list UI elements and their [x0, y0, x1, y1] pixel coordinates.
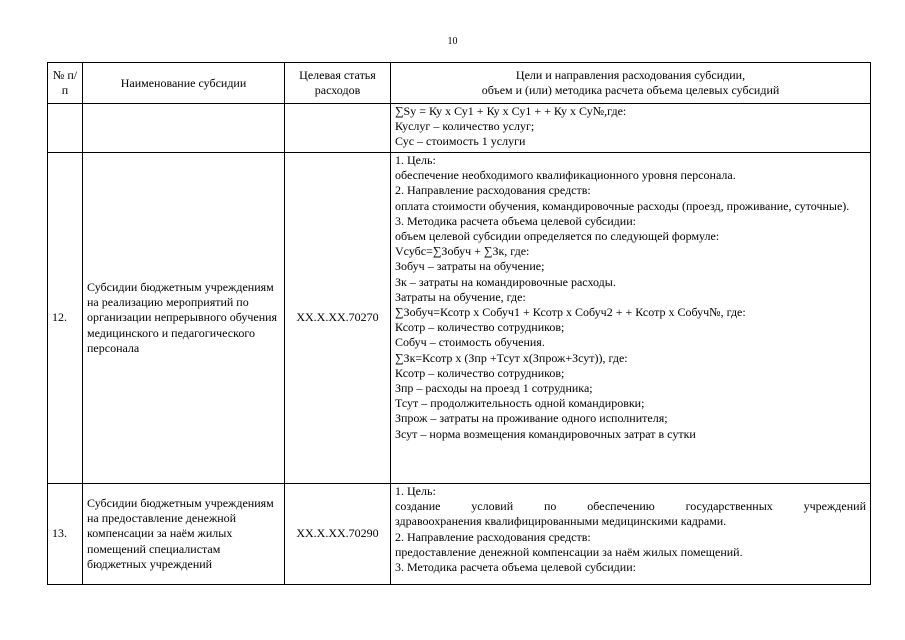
- header-desc: [391, 63, 871, 104]
- header-name: Наименование субсидии: [83, 63, 285, 104]
- header-code: Целевая статья расходов: [285, 63, 391, 104]
- desc-line: ∑Зобуч=Ксотр х Собуч1 + Ксотр х Собуч2 + + Ксотр х Собуч№, где:: [395, 305, 746, 320]
- cell-num: [48, 104, 83, 153]
- desc-line: Зпрож – затраты на проживание одного исполнителя;: [395, 411, 668, 426]
- desc-line: Зк – затраты на командировочные расходы.: [395, 274, 616, 289]
- cell-desc: [391, 484, 871, 585]
- cell-name: Субсидии бюджетным учреждениям на реализацию мероприятий по организации непрерывного обучения медицинского и педагогического персонала: [83, 153, 285, 484]
- header-desc-line: Цели и направления расходования субсидии,: [515, 68, 746, 82]
- cell-name: Субсидии бюджетным учреждениям на предоставление денежной компенсации за наём жилых помещений специалистам бюджетных учреждений: [83, 484, 285, 585]
- cell-desc: [391, 104, 871, 153]
- header-desc-line: объем и (или) методика расчета объема целевых субсидий: [481, 83, 780, 97]
- desc-line: ∑Зк=Ксотр х (Зпр +Тсут х(Зпрож+Зсут)), где:: [395, 350, 628, 365]
- desc-line: 1. Цель:: [395, 153, 436, 167]
- desc-line: здравоохранения квалифицированными медицинскими кадрами.: [395, 514, 727, 529]
- desc-line: 1. Цель:: [395, 484, 436, 498]
- cell-name: [83, 104, 285, 153]
- page-number: 10: [447, 36, 458, 47]
- desc-line: Куслуг – количество услуг;: [395, 119, 535, 134]
- cell-num: 12.: [48, 153, 83, 484]
- desc-line: Зсут – норма возмещения командировочных затрат в сутки: [395, 426, 696, 441]
- desc-line: Ксотр – количество сотрудников;: [395, 365, 565, 380]
- desc-line: Зобуч – затраты на обучение;: [395, 259, 545, 274]
- table-row: [48, 153, 871, 484]
- desc-line: создание условий по обеспечению государственных учреждений: [395, 499, 866, 514]
- cell-code: ХХ.Х.ХХ.70290: [285, 484, 391, 585]
- desc-line: оплата стоимости обучения, командировочные расходы (проезд, проживание, суточные).: [395, 198, 850, 213]
- header-num: № п/п: [48, 63, 83, 104]
- cell-code: ХХ.Х.ХХ.70270: [285, 153, 391, 484]
- desc-line: Собуч – стоимость обучения.: [395, 335, 545, 350]
- desc-line: ∑Sy = Ку х Су1 + Ку х Су1 + + Ку х Су№,где:: [395, 104, 627, 118]
- desc-line: Сус – стоимость 1 услуги: [395, 134, 526, 149]
- cell-code: [285, 104, 391, 153]
- desc-line: объем целевой субсидии определяется по следующей формуле:: [395, 229, 720, 244]
- desc-line: 2. Направление расходования средств:: [395, 529, 591, 544]
- cell-desc: [391, 153, 871, 484]
- desc-line: 2. Направление расходования средств:: [395, 183, 591, 198]
- desc-line: Ксотр – количество сотрудников;: [395, 320, 565, 335]
- desc-line: 3. Методика расчета объема целевой субсидии:: [395, 213, 636, 228]
- desc-line: обеспечение необходимого квалификационного уровня персонала.: [395, 168, 736, 183]
- desc-line: Зпр – расходы на проезд 1 сотрудника;: [395, 381, 593, 396]
- desc-line: Vсубс=∑Зобуч + ∑Зк, где:: [395, 244, 530, 259]
- desc-line: 3. Методика расчета объема целевой субсидии:: [395, 560, 636, 575]
- cell-num: 13.: [48, 484, 83, 585]
- desc-line: Тсут – продолжительность одной командировки;: [395, 396, 645, 411]
- desc-line: предоставление денежной компенсации за наём жилых помещений.: [395, 544, 743, 559]
- subsidy-table: [47, 62, 871, 585]
- desc-line: Затраты на обучение, где:: [395, 289, 526, 304]
- table-row-continuation: [48, 104, 871, 153]
- table-row: [48, 484, 871, 585]
- table-header-row: [48, 63, 871, 104]
